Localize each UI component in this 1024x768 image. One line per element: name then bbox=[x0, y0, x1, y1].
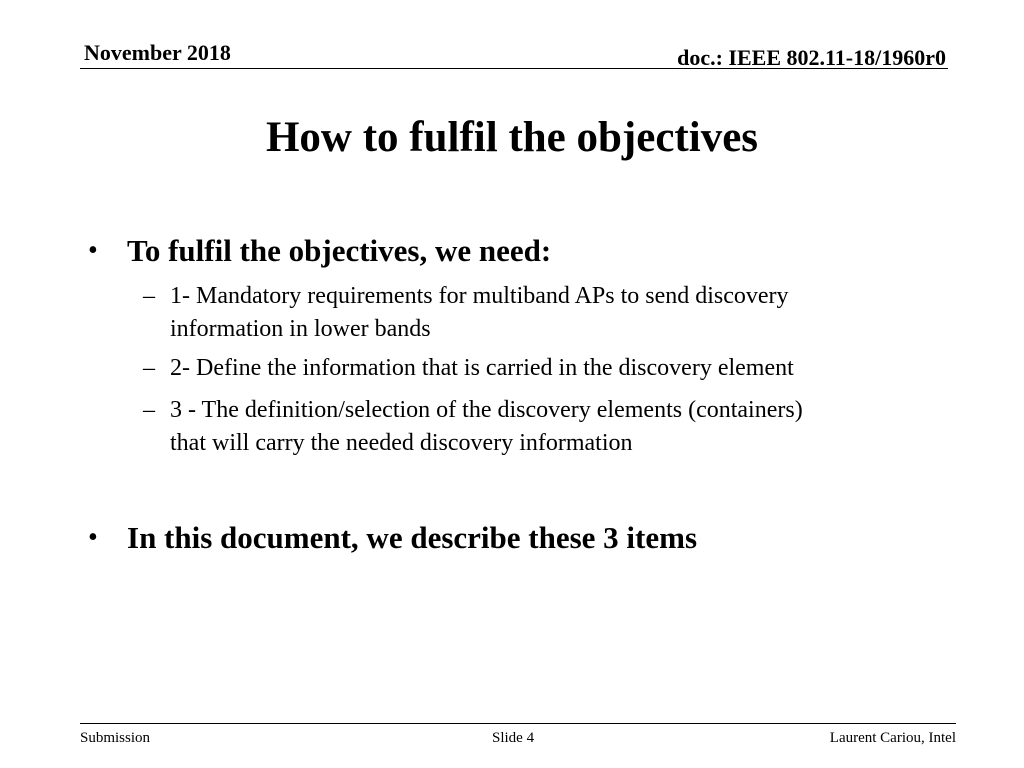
bullet-item bbox=[88, 233, 551, 269]
footer-author: Laurent Cariou, Intel bbox=[829, 730, 956, 746]
sub-bullet-line: that will carry the needed discovery information bbox=[170, 430, 633, 456]
sub-bullet-item bbox=[143, 394, 803, 460]
header-date: November 2018 bbox=[84, 40, 231, 65]
bullet-text: In this document, we describe these 3 items bbox=[127, 520, 698, 555]
sub-bullet-line: 3 - The definition/selection of the discovery elements (containers) bbox=[170, 397, 803, 423]
header-document-id: doc.: IEEE 802.11-18/1960r0 bbox=[677, 45, 946, 70]
footer-divider bbox=[80, 723, 956, 724]
sub-bullet-line: 1- Mandatory requirements for multiband APs to send discovery bbox=[170, 283, 789, 309]
bullet-icon: • bbox=[88, 235, 98, 266]
sub-bullet-line: information in lower bands bbox=[170, 316, 431, 342]
bullet-text: To fulfil the objectives, we need: bbox=[127, 233, 552, 268]
bullet-item bbox=[88, 520, 697, 556]
sub-bullet-item bbox=[143, 352, 794, 385]
footer-submission: Submission bbox=[80, 730, 151, 746]
header-divider bbox=[80, 68, 948, 69]
sub-bullet-item bbox=[143, 280, 789, 346]
sub-bullet-line: 2- Define the information that is carried in the discovery element bbox=[170, 355, 794, 381]
dash-icon: – bbox=[143, 355, 155, 381]
footer-slide-number: Slide 4 bbox=[492, 730, 535, 746]
slide-title: How to fulfil the objectives bbox=[265, 114, 759, 161]
bullet-icon: • bbox=[88, 522, 98, 553]
dash-icon: – bbox=[143, 397, 155, 423]
dash-icon: – bbox=[143, 283, 155, 309]
